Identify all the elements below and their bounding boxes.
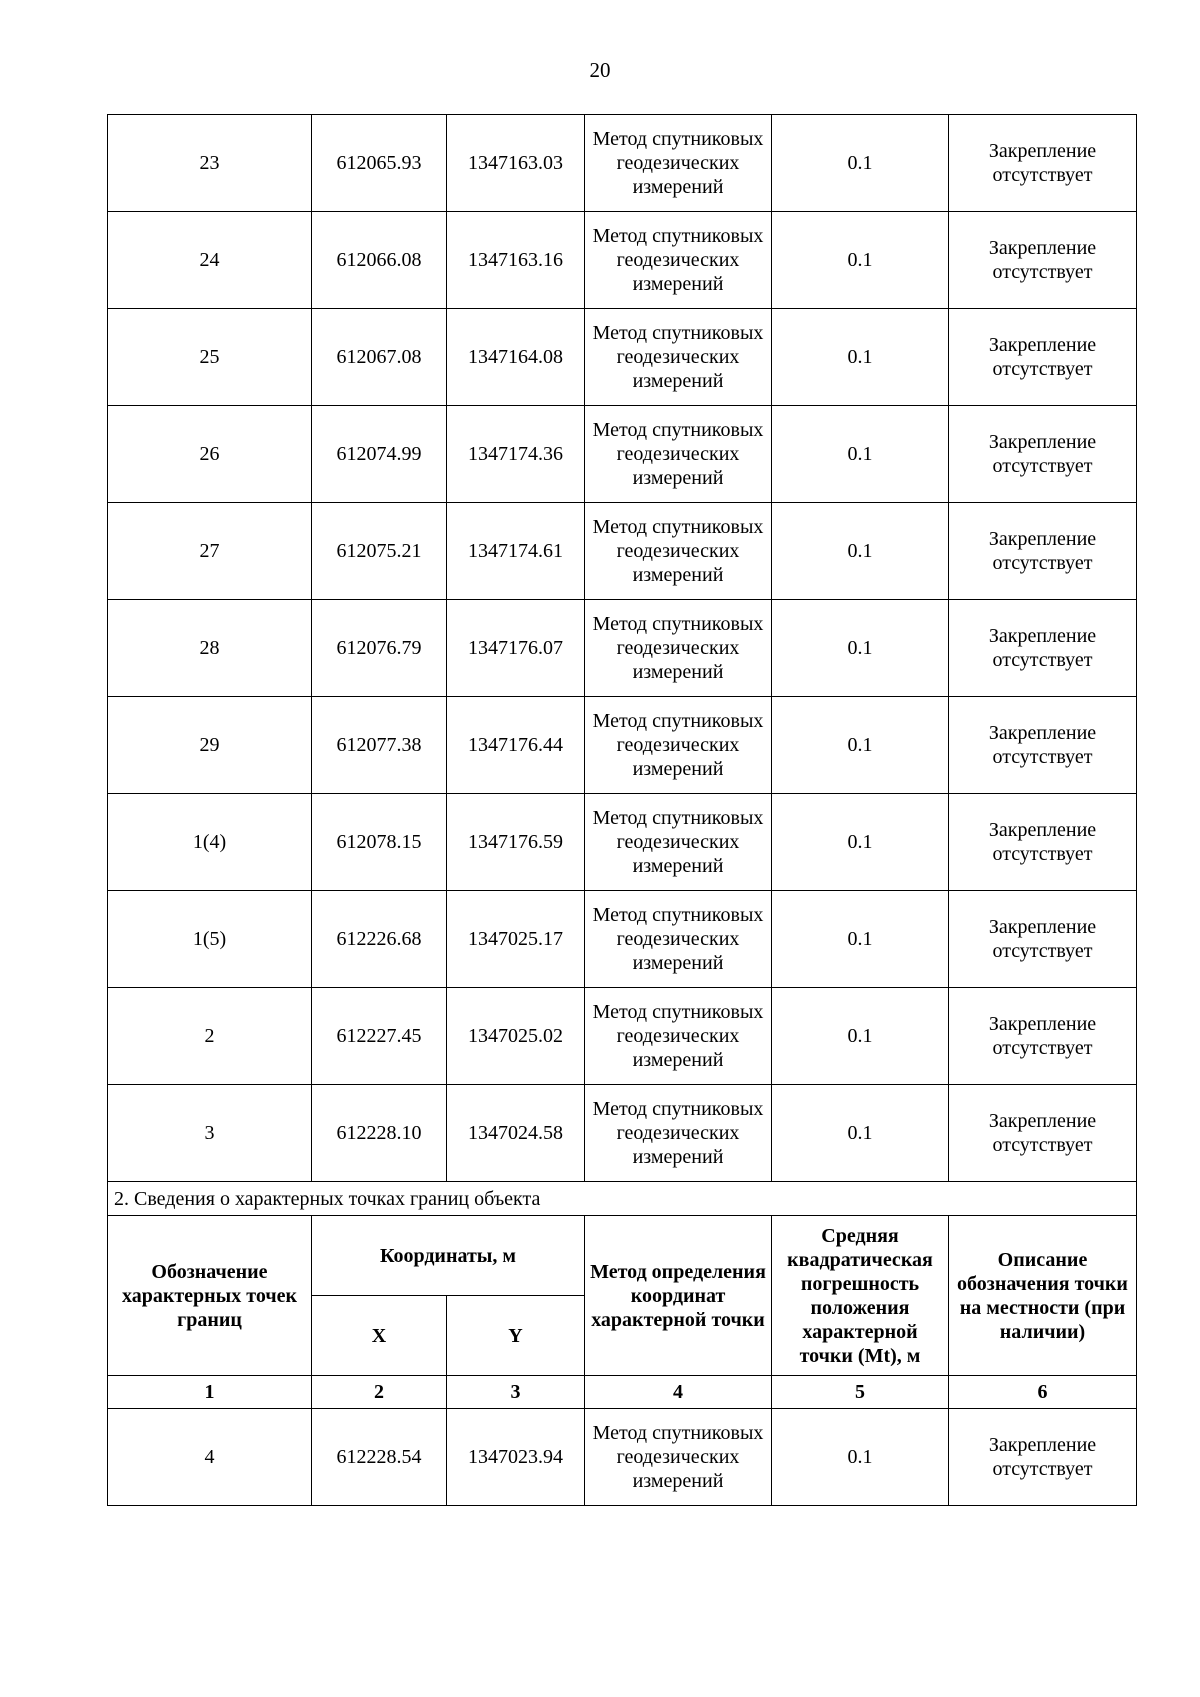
table-row <box>108 600 1137 697</box>
point-number-cell: 29 <box>108 697 312 794</box>
header-row <box>108 1216 1137 1296</box>
y-coordinate-cell: 1347176.44 <box>447 697 585 794</box>
column-number: 6 <box>949 1376 1137 1409</box>
accuracy-cell: 0.1 <box>772 988 949 1085</box>
x-coordinate-cell: 612076.79 <box>312 600 447 697</box>
x-coordinate-cell: 612067.08 <box>312 309 447 406</box>
method-cell: Метод спутниковых геодезических измерений <box>585 406 772 503</box>
accuracy-cell: 0.1 <box>772 600 949 697</box>
y-coordinate-cell: 1347176.07 <box>447 600 585 697</box>
description-cell: Закрепление отсутствует <box>949 891 1137 988</box>
y-coordinate-cell: 1347163.03 <box>447 115 585 212</box>
table-row <box>108 212 1137 309</box>
y-coordinate-cell: 1347024.58 <box>447 1085 585 1182</box>
point-number-cell: 1(4) <box>108 794 312 891</box>
section-title: 2. Сведения о характерных точках границ объекта <box>108 1182 1137 1216</box>
x-coordinate-cell: 612227.45 <box>312 988 447 1085</box>
point-number-cell: 25 <box>108 309 312 406</box>
y-coordinate-cell: 1347163.16 <box>447 212 585 309</box>
point-number-cell: 28 <box>108 600 312 697</box>
header-description: Описание обозначения точки на местности (при наличии) <box>949 1216 1137 1376</box>
y-coordinate-cell: 1347023.94 <box>447 1409 585 1506</box>
x-coordinate-cell: 612075.21 <box>312 503 447 600</box>
section-two <box>108 1182 1137 1409</box>
table-row <box>108 406 1137 503</box>
description-cell: Закрепление отсутствует <box>949 794 1137 891</box>
table-row <box>108 1409 1137 1506</box>
description-cell: Закрепление отсутствует <box>949 600 1137 697</box>
method-cell: Метод спутниковых геодезических измерений <box>585 309 772 406</box>
point-number-cell: 26 <box>108 406 312 503</box>
column-number: 3 <box>447 1376 585 1409</box>
point-number-cell: 1(5) <box>108 891 312 988</box>
description-cell: Закрепление отсутствует <box>949 503 1137 600</box>
y-coordinate-cell: 1347025.17 <box>447 891 585 988</box>
method-cell: Метод спутниковых геодезических измерений <box>585 891 772 988</box>
coordinates-table <box>107 114 1137 1506</box>
header-method: Метод определения координат характерной точки <box>585 1216 772 1376</box>
point-number-cell: 27 <box>108 503 312 600</box>
accuracy-cell: 0.1 <box>772 697 949 794</box>
method-cell: Метод спутниковых геодезических измерений <box>585 600 772 697</box>
column-number: 4 <box>585 1376 772 1409</box>
description-cell: Закрепление отсутствует <box>949 309 1137 406</box>
column-number-row <box>108 1376 1137 1409</box>
accuracy-cell: 0.1 <box>772 309 949 406</box>
table-row <box>108 891 1137 988</box>
header-x: X <box>312 1296 447 1376</box>
point-number-cell: 24 <box>108 212 312 309</box>
accuracy-cell: 0.1 <box>772 115 949 212</box>
header-accuracy: Средняя квадратическая погрешность положения характерной точки (Mt), м <box>772 1216 949 1376</box>
x-coordinate-cell: 612066.08 <box>312 212 447 309</box>
y-coordinate-cell: 1347176.59 <box>447 794 585 891</box>
table-row <box>108 794 1137 891</box>
rows-after-section <box>108 1409 1137 1506</box>
table-row <box>108 503 1137 600</box>
x-coordinate-cell: 612226.68 <box>312 891 447 988</box>
description-cell: Закрепление отсутствует <box>949 212 1137 309</box>
point-number-cell: 3 <box>108 1085 312 1182</box>
point-number-cell: 2 <box>108 988 312 1085</box>
method-cell: Метод спутниковых геодезических измерений <box>585 115 772 212</box>
table-row <box>108 988 1137 1085</box>
method-cell: Метод спутниковых геодезических измерений <box>585 1409 772 1506</box>
table-row <box>108 1085 1137 1182</box>
method-cell: Метод спутниковых геодезических измерений <box>585 988 772 1085</box>
method-cell: Метод спутниковых геодезических измерений <box>585 697 772 794</box>
accuracy-cell: 0.1 <box>772 503 949 600</box>
x-coordinate-cell: 612065.93 <box>312 115 447 212</box>
accuracy-cell: 0.1 <box>772 1409 949 1506</box>
description-cell: Закрепление отсутствует <box>949 988 1137 1085</box>
description-cell: Закрепление отсутствует <box>949 1409 1137 1506</box>
description-cell: Закрепление отсутствует <box>949 1085 1137 1182</box>
method-cell: Метод спутниковых геодезических измерений <box>585 503 772 600</box>
section-title-row <box>108 1182 1137 1216</box>
accuracy-cell: 0.1 <box>772 212 949 309</box>
column-number: 2 <box>312 1376 447 1409</box>
page-number: 20 <box>589 58 611 82</box>
point-number-cell: 4 <box>108 1409 312 1506</box>
x-coordinate-cell: 612074.99 <box>312 406 447 503</box>
method-cell: Метод спутниковых геодезических измерений <box>585 212 772 309</box>
header-point-designation: Обозначение характерных точек границ <box>108 1216 312 1376</box>
y-coordinate-cell: 1347174.61 <box>447 503 585 600</box>
y-coordinate-cell: 1347174.36 <box>447 406 585 503</box>
description-cell: Закрепление отсутствует <box>949 406 1137 503</box>
x-coordinate-cell: 612077.38 <box>312 697 447 794</box>
header-y: Y <box>447 1296 585 1376</box>
accuracy-cell: 0.1 <box>772 794 949 891</box>
column-number: 1 <box>108 1376 312 1409</box>
column-number: 5 <box>772 1376 949 1409</box>
x-coordinate-cell: 612228.54 <box>312 1409 447 1506</box>
table-row <box>108 115 1137 212</box>
accuracy-cell: 0.1 <box>772 1085 949 1182</box>
point-number-cell: 23 <box>108 115 312 212</box>
description-cell: Закрепление отсутствует <box>949 697 1137 794</box>
description-cell: Закрепление отсутствует <box>949 115 1137 212</box>
rows-before-section <box>108 115 1137 1182</box>
x-coordinate-cell: 612228.10 <box>312 1085 447 1182</box>
x-coordinate-cell: 612078.15 <box>312 794 447 891</box>
accuracy-cell: 0.1 <box>772 891 949 988</box>
table-row <box>108 697 1137 794</box>
table-row <box>108 309 1137 406</box>
method-cell: Метод спутниковых геодезических измерений <box>585 794 772 891</box>
accuracy-cell: 0.1 <box>772 406 949 503</box>
y-coordinate-cell: 1347164.08 <box>447 309 585 406</box>
y-coordinate-cell: 1347025.02 <box>447 988 585 1085</box>
method-cell: Метод спутниковых геодезических измерений <box>585 1085 772 1182</box>
header-coordinates: Координаты, м <box>312 1216 585 1296</box>
